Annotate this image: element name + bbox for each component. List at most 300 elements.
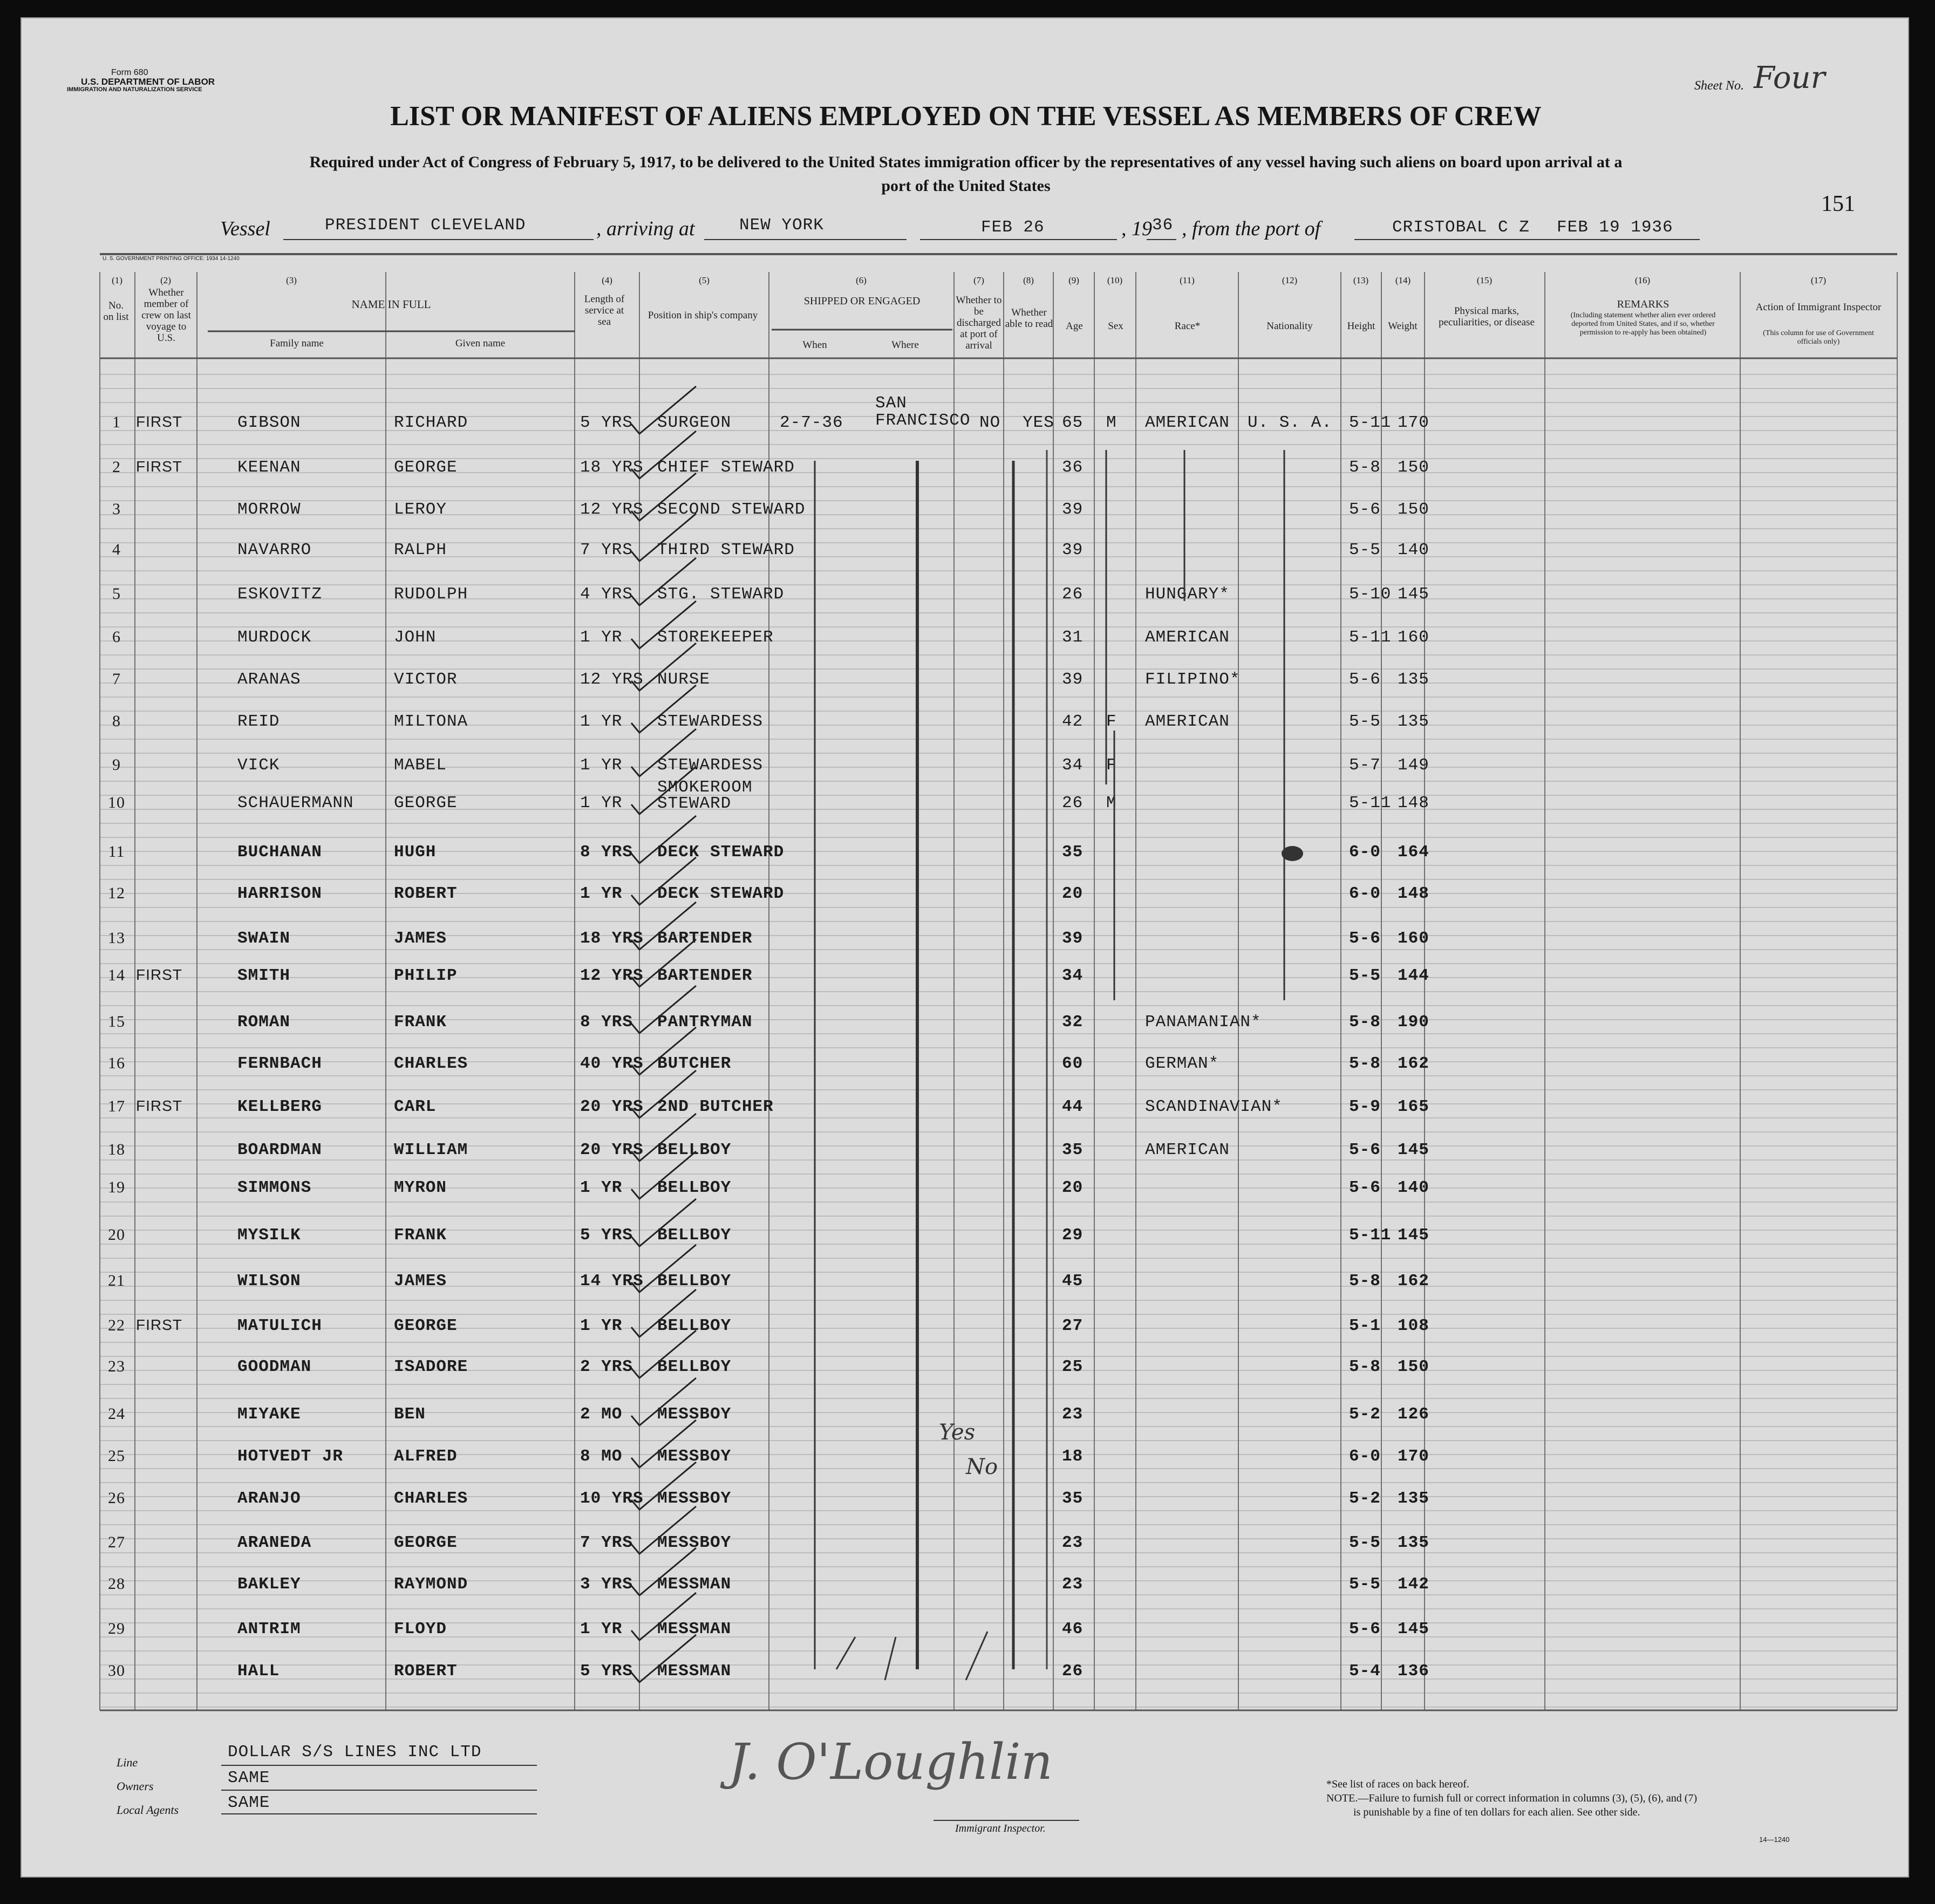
header-given-name: Given name <box>455 338 506 349</box>
given-name: GEORGE <box>394 794 458 813</box>
row-number: 12 <box>108 884 125 902</box>
row-number: 19 <box>108 1178 125 1196</box>
given-name: CHARLES <box>394 1489 468 1508</box>
position: BELLBOY <box>657 1316 732 1335</box>
sex: M <box>1106 794 1117 813</box>
column-number: (12) <box>1282 275 1298 285</box>
weight: 140 <box>1398 541 1429 559</box>
table-row <box>22 1533 1910 1577</box>
given-name: HUGH <box>394 843 437 862</box>
line-value: DOLLAR S/S LINES INC LTD <box>228 1743 482 1762</box>
position: BELLBOY <box>657 1178 732 1197</box>
departure-port: CRISTOBAL C Z <box>1392 218 1530 237</box>
height: 5-11 <box>1349 628 1392 647</box>
height: 6-0 <box>1349 1447 1381 1466</box>
position: BELLBOY <box>657 1272 732 1291</box>
family-name: HALL <box>237 1662 280 1681</box>
departure-date: FEB 19 1936 <box>1557 218 1673 237</box>
header-action: Action of Immigrant Inspector <box>1755 302 1882 313</box>
weight: 145 <box>1398 1226 1429 1245</box>
line-label: Line <box>117 1756 138 1769</box>
table-row <box>22 712 1910 755</box>
height: 5-6 <box>1349 670 1381 689</box>
height: 5-8 <box>1349 458 1381 477</box>
family-name: ROMAN <box>237 1013 291 1032</box>
row-number: 23 <box>108 1357 125 1375</box>
column-number: (7) <box>973 275 984 285</box>
last-voyage: FIRST <box>136 1097 182 1114</box>
header-height: Height <box>1347 320 1375 332</box>
row-number: 20 <box>108 1226 125 1244</box>
family-name: ARANEDA <box>237 1533 312 1552</box>
given-name: RICHARD <box>394 413 468 432</box>
header-action-note: (This column for use of Government officials only) <box>1763 329 1874 346</box>
family-name: ARANAS <box>237 670 301 689</box>
race: AMERICAN <box>1145 712 1230 731</box>
row-number: 8 <box>112 712 121 730</box>
agents-value: SAME <box>228 1793 270 1812</box>
family-name: MURDOCK <box>237 628 312 647</box>
manifest-sheet <box>21 17 1909 1878</box>
last-voyage: FIRST <box>136 966 182 983</box>
row-number: 3 <box>112 500 121 518</box>
age: 44 <box>1062 1097 1084 1116</box>
position: THIRD STEWARD <box>657 541 795 559</box>
family-name: BUCHANAN <box>237 843 322 862</box>
given-name: JAMES <box>394 929 447 948</box>
height: 5-8 <box>1349 1054 1381 1073</box>
table-row <box>22 1013 1910 1056</box>
given-name: JOHN <box>394 628 437 647</box>
family-name: BOARDMAN <box>237 1141 322 1159</box>
row-number: 5 <box>112 585 121 603</box>
height: 5-2 <box>1349 1405 1381 1424</box>
length-of-service: 18 YRS <box>580 929 644 948</box>
last-voyage: FIRST <box>136 1316 182 1333</box>
sex: F <box>1106 756 1117 775</box>
column-number: (10) <box>1107 275 1123 285</box>
row-number: 16 <box>108 1054 125 1072</box>
position: MESSBOY <box>657 1447 732 1466</box>
family-name: WILSON <box>237 1272 301 1291</box>
age: 39 <box>1062 670 1084 689</box>
given-name: PHILIP <box>394 966 458 985</box>
weight: 145 <box>1398 1141 1429 1159</box>
header-when: When <box>802 339 827 351</box>
weight: 135 <box>1398 712 1429 731</box>
race: GERMAN* <box>1145 1054 1219 1073</box>
weight: 136 <box>1398 1662 1429 1681</box>
age: 25 <box>1062 1357 1084 1376</box>
height: 5-4 <box>1349 1662 1381 1681</box>
height: 5-5 <box>1349 541 1381 559</box>
weight: 135 <box>1398 1489 1429 1508</box>
given-name: MILTONA <box>394 712 468 731</box>
age: 35 <box>1062 1489 1084 1508</box>
race: HUNGARY* <box>1145 585 1230 604</box>
height: 5-9 <box>1349 1097 1381 1116</box>
weight: 145 <box>1398 1620 1429 1639</box>
position: BELLBOY <box>657 1357 732 1376</box>
length-of-service: 1 YR <box>580 884 623 903</box>
table-row <box>22 670 1910 713</box>
page-number: 151 <box>1821 192 1855 216</box>
row-number: 21 <box>108 1272 125 1289</box>
family-name: MATULICH <box>237 1316 322 1335</box>
column-number: (13) <box>1353 275 1369 285</box>
position: BARTENDER <box>657 929 753 948</box>
port-label: , from the port of <box>1182 217 1321 240</box>
table-row <box>22 628 1910 671</box>
length-of-service: 4 YRS <box>580 585 633 604</box>
column-number: (15) <box>1476 275 1493 285</box>
weight: 142 <box>1398 1575 1429 1594</box>
given-name: JAMES <box>394 1272 447 1291</box>
header-family-name: Family name <box>270 338 324 349</box>
given-name: GEORGE <box>394 1316 458 1335</box>
weight: 170 <box>1398 413 1429 432</box>
table-row <box>22 1662 1910 1705</box>
height: 5-11 <box>1349 794 1392 813</box>
given-name: MYRON <box>394 1178 447 1197</box>
family-name: SMITH <box>237 966 291 985</box>
column-number: (9) <box>1068 275 1079 285</box>
length-of-service: 18 YRS <box>580 458 644 477</box>
table-row <box>22 1357 1910 1401</box>
family-name: ANTRIM <box>237 1620 301 1639</box>
given-name: WILLIAM <box>394 1141 468 1159</box>
column-number: (16) <box>1634 275 1651 285</box>
length-of-service: 1 YR <box>580 1620 623 1639</box>
race: SCANDINAVIAN* <box>1145 1097 1283 1116</box>
table-row <box>22 500 1910 543</box>
column-number: (2) <box>160 275 171 285</box>
row-number: 26 <box>108 1489 125 1507</box>
header-where: Where <box>891 339 919 351</box>
header-last-voyage: Whether member of crew on last voyage to U.S. <box>141 287 191 344</box>
vessel-name: PRESIDENT CLEVELAND <box>325 216 526 235</box>
given-name: FRANK <box>394 1226 447 1245</box>
row-number: 1 <box>112 413 121 431</box>
family-name: HARRISON <box>237 884 322 903</box>
nationality: U. S. A. <box>1248 413 1332 432</box>
column-number: (6) <box>856 275 867 285</box>
subtitle-line-2: port of the United States <box>881 177 1051 195</box>
age: 31 <box>1062 628 1084 647</box>
length-of-service: 8 MO <box>580 1447 623 1466</box>
table-row <box>22 394 1910 456</box>
column-number: (5) <box>699 275 710 285</box>
weight: 162 <box>1398 1054 1429 1073</box>
row-number: 7 <box>112 670 121 688</box>
height: 5-8 <box>1349 1357 1381 1376</box>
crew-table <box>22 18 1910 1879</box>
age: 39 <box>1062 929 1084 948</box>
given-name: ISADORE <box>394 1357 468 1376</box>
column-number: (3) <box>286 275 297 285</box>
table-row <box>22 843 1910 886</box>
row-number: 10 <box>108 794 125 811</box>
header-sex: Sex <box>1108 320 1123 332</box>
column-number: (8) <box>1023 275 1034 285</box>
header-nationality: Nationality <box>1266 320 1313 332</box>
length-of-service: 7 YRS <box>580 541 633 559</box>
height: 5-6 <box>1349 929 1381 948</box>
weight: 144 <box>1398 966 1429 985</box>
inspector-signature: J. O'Loughlin <box>728 1733 1053 1791</box>
sex: M <box>1106 413 1117 432</box>
position: BARTENDER <box>657 966 753 985</box>
weight: 140 <box>1398 1178 1429 1197</box>
length-of-service: 12 YRS <box>580 966 644 985</box>
header-length-service: Length of service at sea <box>584 294 625 327</box>
age: 27 <box>1062 1316 1084 1335</box>
age: 46 <box>1062 1620 1084 1639</box>
header-discharged: Whether to be discharged at port of arrival <box>956 295 1002 351</box>
family-name: ESKOVITZ <box>237 585 322 604</box>
arrival-date: FEB 26 <box>981 218 1045 237</box>
row-number: 24 <box>108 1405 125 1423</box>
height: 5-11 <box>1349 413 1392 432</box>
table-row <box>22 1226 1910 1269</box>
row-number: 15 <box>108 1013 125 1031</box>
family-name: HOTVEDT JR <box>237 1447 344 1466</box>
length-of-service: 10 YRS <box>580 1489 644 1508</box>
position: BELLBOY <box>657 1141 732 1159</box>
subtitle-line-1: Required under Act of Congress of February 5, 1917, to be delivered to the United States immigration officer by the representatives of any vessel having such aliens on board upon arrival at a <box>309 153 1623 171</box>
height: 5-5 <box>1349 712 1381 731</box>
age: 26 <box>1062 585 1084 604</box>
weight: 170 <box>1398 1447 1429 1466</box>
table-row <box>22 1575 1910 1618</box>
weight: 164 <box>1398 843 1429 862</box>
table-row <box>22 1054 1910 1097</box>
column-number: (1) <box>112 275 122 285</box>
sheet-number: Four <box>1754 60 1825 95</box>
given-name: RUDOLPH <box>394 585 468 604</box>
position: STOREKEEPER <box>657 628 774 647</box>
position: MESSMAN <box>657 1620 732 1639</box>
position: MESSMAN <box>657 1662 732 1681</box>
row-number: 14 <box>108 966 125 984</box>
form-code: 14—1240 <box>1759 1835 1790 1844</box>
given-name: FRANK <box>394 1013 447 1032</box>
position: STEWARDESS <box>657 712 764 731</box>
position: STEWARDESS <box>657 756 764 775</box>
position: BELLBOY <box>657 1226 732 1245</box>
row-number: 28 <box>108 1575 125 1593</box>
family-name: REID <box>237 712 280 731</box>
given-name: ALFRED <box>394 1447 458 1466</box>
length-of-service: 5 YRS <box>580 1226 633 1245</box>
department: U.S. DEPARTMENT OF LABOR <box>81 77 215 87</box>
position: SMOKEROOM STEWARD <box>657 778 753 813</box>
given-name: RALPH <box>394 541 447 559</box>
table-row <box>22 1178 1910 1221</box>
row-number: 17 <box>108 1097 125 1115</box>
shipped-when: 2-7-36 <box>780 413 843 432</box>
length-of-service: 5 YRS <box>580 1662 633 1681</box>
race: AMERICAN <box>1145 628 1230 647</box>
column-number: (11) <box>1180 275 1195 285</box>
height: 5-5 <box>1349 1575 1381 1594</box>
note-fine-1: NOTE.—Failure to furnish full or correct information in columns (3), (5), (6), and (7) <box>1326 1792 1698 1804</box>
arrival-year: 36 <box>1152 216 1174 235</box>
height: 6-0 <box>1349 884 1381 903</box>
race: PANAMANIAN* <box>1145 1013 1262 1032</box>
owners-value: SAME <box>228 1769 270 1787</box>
family-name: BAKLEY <box>237 1575 301 1594</box>
shipped-where: SAN FRANCISCO <box>875 394 971 430</box>
length-of-service: 1 YR <box>580 712 623 731</box>
age: 23 <box>1062 1575 1084 1594</box>
weight: 149 <box>1398 756 1429 775</box>
inspector-label: Immigrant Inspector. <box>955 1823 1046 1834</box>
note-races: *See list of races on back hereof. <box>1326 1778 1469 1790</box>
row-number: 29 <box>108 1620 125 1637</box>
given-name: FLOYD <box>394 1620 447 1639</box>
header-no-on-list: No. on list <box>103 300 129 323</box>
race: FILIPINO* <box>1145 670 1241 689</box>
length-of-service: 20 YRS <box>580 1097 644 1116</box>
table-row <box>22 966 1910 1009</box>
header-position: Position in ship's company <box>648 310 758 321</box>
table-row <box>22 1272 1910 1315</box>
header-race: Race* <box>1174 320 1201 332</box>
weight: 108 <box>1398 1316 1429 1335</box>
age: 39 <box>1062 500 1084 519</box>
height: 5-8 <box>1349 1272 1381 1291</box>
height: 5-1 <box>1349 1316 1381 1335</box>
given-name: MABEL <box>394 756 447 775</box>
family-name: MYSILK <box>237 1226 301 1245</box>
weight: 148 <box>1398 794 1429 813</box>
row-number: 13 <box>108 929 125 947</box>
header-remarks-note: (Including statement whether alien ever ordered deported from United States, and if so, whether permission to re-apply has been obtained) <box>1570 311 1716 337</box>
age: 60 <box>1062 1054 1084 1073</box>
length-of-service: 5 YRS <box>580 413 633 432</box>
row-number: 6 <box>112 628 121 646</box>
row-number: 9 <box>112 756 121 774</box>
age: 45 <box>1062 1272 1084 1291</box>
given-name: GEORGE <box>394 458 458 477</box>
column-number: (4) <box>602 275 612 285</box>
length-of-service: 2 MO <box>580 1405 623 1424</box>
age: 35 <box>1062 1141 1084 1159</box>
height: 5-7 <box>1349 756 1381 775</box>
weight: 135 <box>1398 1533 1429 1552</box>
length-of-service: 1 YR <box>580 1316 623 1335</box>
table-row <box>22 1620 1910 1663</box>
family-name: SCHAUERMANN <box>237 794 354 813</box>
row-number: 11 <box>108 843 125 861</box>
length-of-service: 14 YRS <box>580 1272 644 1291</box>
position: DECK STEWARD <box>657 884 785 903</box>
position: DECK STEWARD <box>657 843 785 862</box>
table-row <box>22 929 1910 972</box>
weight: 148 <box>1398 884 1429 903</box>
height: 5-5 <box>1349 1533 1381 1552</box>
form-number: Form 680 <box>111 68 148 77</box>
handwritten-no: No <box>966 1455 998 1479</box>
given-name: LEROY <box>394 500 447 519</box>
age: 23 <box>1062 1533 1084 1552</box>
height: 5-8 <box>1349 1013 1381 1032</box>
table-row <box>22 1489 1910 1532</box>
length-of-service: 1 YR <box>580 1178 623 1197</box>
position: STG. STEWARD <box>657 585 785 604</box>
weight: 150 <box>1398 1357 1429 1376</box>
family-name: KEENAN <box>237 458 301 477</box>
table-row <box>22 756 1910 799</box>
table-row <box>22 1316 1910 1360</box>
row-number: 2 <box>112 458 121 476</box>
length-of-service: 8 YRS <box>580 1013 633 1032</box>
position: MESSBOY <box>657 1489 732 1508</box>
position: NURSE <box>657 670 711 689</box>
able-to-read: YES <box>1023 413 1054 432</box>
position: SECOND STEWARD <box>657 500 806 519</box>
age: 34 <box>1062 756 1084 775</box>
weight: 190 <box>1398 1013 1429 1032</box>
note-fine-2: is punishable by a fine of ten dollars for each alien. See other side. <box>1353 1806 1640 1818</box>
given-name: CHARLES <box>394 1054 468 1073</box>
owners-label: Owners <box>117 1779 154 1793</box>
position: BUTCHER <box>657 1054 732 1073</box>
agents-label: Local Agents <box>117 1803 179 1817</box>
age: 29 <box>1062 1226 1084 1245</box>
vessel-label: Vessel <box>220 217 270 240</box>
header-remarks: REMARKS <box>1617 298 1670 310</box>
length-of-service: 3 YRS <box>580 1575 633 1594</box>
length-of-service: 1 YR <box>580 794 623 813</box>
height: 5-6 <box>1349 500 1381 519</box>
family-name: MORROW <box>237 500 301 519</box>
given-name: GEORGE <box>394 1533 458 1552</box>
age: 36 <box>1062 458 1084 477</box>
arriving-label: , arriving at <box>596 217 695 240</box>
page-title: LIST OR MANIFEST OF ALIENS EMPLOYED ON THE VESSEL AS MEMBERS OF CREW <box>390 101 1542 132</box>
age: 32 <box>1062 1013 1084 1032</box>
header-name-in-full: NAME IN FULL <box>351 298 431 311</box>
age: 35 <box>1062 843 1084 862</box>
family-name: GOODMAN <box>237 1357 312 1376</box>
race: AMERICAN <box>1145 1141 1230 1159</box>
row-number: 30 <box>108 1662 125 1680</box>
length-of-service: 8 YRS <box>580 843 633 862</box>
table-row <box>22 884 1910 927</box>
weight: 135 <box>1398 670 1429 689</box>
age: 20 <box>1062 1178 1084 1197</box>
age: 23 <box>1062 1405 1084 1424</box>
table-row <box>22 1097 1910 1141</box>
age: 39 <box>1062 541 1084 559</box>
weight: 126 <box>1398 1405 1429 1424</box>
weight: 150 <box>1398 458 1429 477</box>
family-name: KELLBERG <box>237 1097 322 1116</box>
given-name: BEN <box>394 1405 426 1424</box>
position: MESSMAN <box>657 1575 732 1594</box>
given-name: RAYMOND <box>394 1575 468 1594</box>
length-of-service: 1 YR <box>580 628 623 647</box>
table-row <box>22 585 1910 628</box>
header-age: Age <box>1066 320 1083 332</box>
height: 5-2 <box>1349 1489 1381 1508</box>
printing-office: U. S. GOVERNMENT PRINTING OFFICE: 1934 14-1240 <box>103 256 240 262</box>
age: 34 <box>1062 966 1084 985</box>
given-name: ROBERT <box>394 1662 458 1681</box>
position: SURGEON <box>657 413 732 432</box>
